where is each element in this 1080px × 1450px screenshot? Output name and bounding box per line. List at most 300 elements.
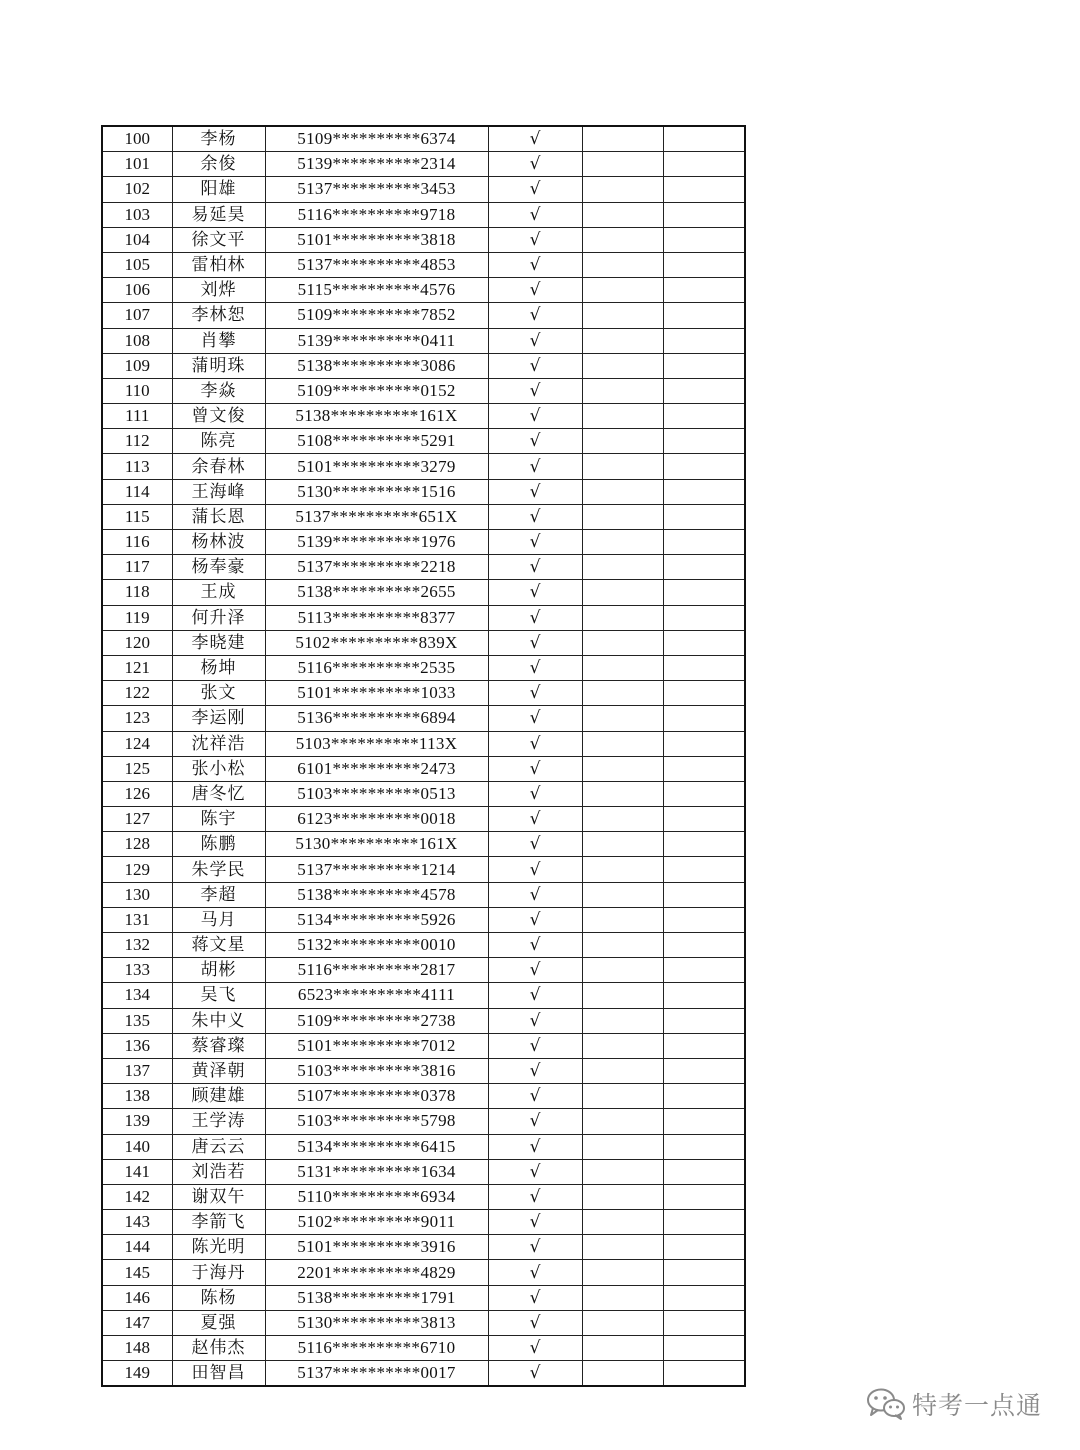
row-number: 101 (102, 152, 172, 177)
table-row (102, 227, 745, 252)
id-number: 5109**********2738 (265, 1008, 488, 1033)
empty-cell (663, 1033, 745, 1058)
id-number: 5137**********4853 (265, 252, 488, 277)
row-number: 100 (102, 126, 172, 152)
candidate-name: 李杨 (172, 126, 265, 152)
table-row (102, 429, 745, 454)
empty-cell (663, 378, 745, 403)
empty-cell (663, 907, 745, 932)
row-number: 108 (102, 328, 172, 353)
candidate-name: 于海丹 (172, 1260, 265, 1285)
row-number: 145 (102, 1260, 172, 1285)
candidate-name: 徐文平 (172, 227, 265, 252)
row-number: 141 (102, 1159, 172, 1184)
id-number: 5137**********651X (265, 504, 488, 529)
row-number: 115 (102, 504, 172, 529)
empty-cell (582, 807, 663, 832)
row-number: 119 (102, 605, 172, 630)
id-number: 5134**********5926 (265, 907, 488, 932)
row-number: 135 (102, 1008, 172, 1033)
candidate-name: 蒲长恩 (172, 504, 265, 529)
row-number: 107 (102, 303, 172, 328)
check-mark: √ (488, 177, 582, 202)
candidate-name: 张文 (172, 681, 265, 706)
table-row (102, 1336, 745, 1361)
empty-cell (663, 530, 745, 555)
check-mark: √ (488, 530, 582, 555)
empty-cell (663, 1336, 745, 1361)
candidate-name: 沈祥浩 (172, 731, 265, 756)
candidate-name: 李林恕 (172, 303, 265, 328)
row-number: 123 (102, 706, 172, 731)
table-row (102, 1033, 745, 1058)
table-row (102, 252, 745, 277)
id-number: 5116**********2817 (265, 958, 488, 983)
table-row (102, 202, 745, 227)
empty-cell (663, 655, 745, 680)
empty-cell (663, 630, 745, 655)
candidate-name: 余俊 (172, 152, 265, 177)
candidate-name: 陈亮 (172, 429, 265, 454)
empty-cell (582, 706, 663, 731)
table-row (102, 1235, 745, 1260)
id-number: 5138**********161X (265, 404, 488, 429)
check-mark: √ (488, 303, 582, 328)
check-mark: √ (488, 1134, 582, 1159)
check-mark: √ (488, 1235, 582, 1260)
row-number: 112 (102, 429, 172, 454)
empty-cell (663, 1361, 745, 1387)
candidate-name: 何升泽 (172, 605, 265, 630)
table-row (102, 479, 745, 504)
candidate-name: 王成 (172, 580, 265, 605)
check-mark: √ (488, 429, 582, 454)
row-number: 121 (102, 655, 172, 680)
candidate-name: 杨林波 (172, 530, 265, 555)
candidate-name: 顾建雄 (172, 1084, 265, 1109)
check-mark: √ (488, 278, 582, 303)
check-mark: √ (488, 555, 582, 580)
row-number: 120 (102, 630, 172, 655)
empty-cell (582, 731, 663, 756)
row-number: 126 (102, 781, 172, 806)
row-number: 139 (102, 1109, 172, 1134)
table-row (102, 580, 745, 605)
row-number: 133 (102, 958, 172, 983)
row-number: 130 (102, 882, 172, 907)
empty-cell (582, 857, 663, 882)
check-mark: √ (488, 756, 582, 781)
table-row (102, 731, 745, 756)
candidate-name: 易延昊 (172, 202, 265, 227)
candidate-name: 唐云云 (172, 1134, 265, 1159)
check-mark: √ (488, 504, 582, 529)
row-number: 104 (102, 227, 172, 252)
id-number: 5102**********839X (265, 630, 488, 655)
row-number: 143 (102, 1210, 172, 1235)
id-number: 5109**********0152 (265, 378, 488, 403)
empty-cell (663, 1285, 745, 1310)
id-number: 5103**********3816 (265, 1058, 488, 1083)
check-mark: √ (488, 781, 582, 806)
table-row (102, 857, 745, 882)
row-number: 149 (102, 1361, 172, 1387)
id-number: 5101**********7012 (265, 1033, 488, 1058)
id-number: 5110**********6934 (265, 1184, 488, 1209)
empty-cell (582, 605, 663, 630)
id-number: 5137**********0017 (265, 1361, 488, 1387)
empty-cell (663, 857, 745, 882)
id-number: 5139**********0411 (265, 328, 488, 353)
table-row (102, 605, 745, 630)
empty-cell (582, 1210, 663, 1235)
empty-cell (582, 1336, 663, 1361)
empty-cell (582, 933, 663, 958)
id-number: 6123**********0018 (265, 807, 488, 832)
row-number: 102 (102, 177, 172, 202)
check-mark: √ (488, 1260, 582, 1285)
candidate-name: 陈宇 (172, 807, 265, 832)
table-row (102, 126, 745, 152)
empty-cell (582, 278, 663, 303)
empty-cell (663, 706, 745, 731)
check-mark: √ (488, 1058, 582, 1083)
id-number: 5132**********0010 (265, 933, 488, 958)
row-number: 148 (102, 1336, 172, 1361)
check-mark: √ (488, 1285, 582, 1310)
check-mark: √ (488, 328, 582, 353)
row-number: 113 (102, 454, 172, 479)
empty-cell (663, 1235, 745, 1260)
candidate-name: 肖攀 (172, 328, 265, 353)
check-mark: √ (488, 378, 582, 403)
empty-cell (663, 1159, 745, 1184)
empty-cell (663, 177, 745, 202)
candidate-name: 杨奉豪 (172, 555, 265, 580)
id-number: 5131**********1634 (265, 1159, 488, 1184)
check-mark: √ (488, 731, 582, 756)
empty-cell (582, 1361, 663, 1387)
empty-cell (663, 353, 745, 378)
candidate-name: 胡彬 (172, 958, 265, 983)
empty-cell (663, 504, 745, 529)
empty-cell (582, 353, 663, 378)
row-number: 114 (102, 479, 172, 504)
row-number: 122 (102, 681, 172, 706)
table-row (102, 681, 745, 706)
empty-cell (582, 227, 663, 252)
row-number: 132 (102, 933, 172, 958)
id-number: 6523**********4111 (265, 983, 488, 1008)
row-number: 136 (102, 1033, 172, 1058)
empty-cell (582, 882, 663, 907)
table-row (102, 882, 745, 907)
candidate-name: 李焱 (172, 378, 265, 403)
check-mark: √ (488, 353, 582, 378)
table-row (102, 756, 745, 781)
id-number: 5101**********3279 (265, 454, 488, 479)
empty-cell (582, 378, 663, 403)
row-number: 131 (102, 907, 172, 932)
empty-cell (663, 958, 745, 983)
table-row (102, 706, 745, 731)
row-number: 118 (102, 580, 172, 605)
watermark-text: 特考一点通 (912, 1391, 1043, 1420)
table-row (102, 555, 745, 580)
id-number: 5116**********9718 (265, 202, 488, 227)
empty-cell (582, 479, 663, 504)
row-number: 110 (102, 378, 172, 403)
empty-cell (663, 1184, 745, 1209)
empty-cell (582, 328, 663, 353)
wechat-icon (866, 1387, 906, 1421)
row-number: 117 (102, 555, 172, 580)
id-number: 5130**********1516 (265, 479, 488, 504)
row-number: 129 (102, 857, 172, 882)
empty-cell (663, 328, 745, 353)
candidate-name: 谢双午 (172, 1184, 265, 1209)
empty-cell (582, 983, 663, 1008)
candidate-name: 赵伟杰 (172, 1336, 265, 1361)
check-mark: √ (488, 1008, 582, 1033)
row-number: 134 (102, 983, 172, 1008)
table-row (102, 404, 745, 429)
id-number: 5108**********5291 (265, 429, 488, 454)
table-row (102, 278, 745, 303)
id-number: 5138**********3086 (265, 353, 488, 378)
empty-cell (663, 933, 745, 958)
check-mark: √ (488, 983, 582, 1008)
empty-cell (663, 278, 745, 303)
empty-cell (663, 1109, 745, 1134)
empty-cell (582, 202, 663, 227)
candidate-name: 蒋文星 (172, 933, 265, 958)
table-row (102, 1058, 745, 1083)
candidate-name: 余春林 (172, 454, 265, 479)
check-mark: √ (488, 1361, 582, 1387)
empty-cell (582, 530, 663, 555)
id-number: 5101**********3916 (265, 1235, 488, 1260)
candidate-name: 张小松 (172, 756, 265, 781)
empty-cell (582, 580, 663, 605)
check-mark: √ (488, 882, 582, 907)
empty-cell (582, 126, 663, 152)
check-mark: √ (488, 605, 582, 630)
check-mark: √ (488, 630, 582, 655)
check-mark: √ (488, 404, 582, 429)
table-row (102, 1109, 745, 1134)
row-number: 128 (102, 832, 172, 857)
check-mark: √ (488, 454, 582, 479)
empty-cell (663, 1008, 745, 1033)
table-row (102, 328, 745, 353)
empty-cell (663, 983, 745, 1008)
empty-cell (582, 1260, 663, 1285)
check-mark: √ (488, 832, 582, 857)
id-number: 5139**********1976 (265, 530, 488, 555)
empty-cell (582, 429, 663, 454)
empty-cell (582, 756, 663, 781)
candidate-name: 吴飞 (172, 983, 265, 1008)
id-number: 5109**********7852 (265, 303, 488, 328)
candidate-name: 刘浩若 (172, 1159, 265, 1184)
empty-cell (663, 404, 745, 429)
check-mark: √ (488, 202, 582, 227)
empty-cell (663, 1210, 745, 1235)
candidate-name: 唐冬忆 (172, 781, 265, 806)
check-mark: √ (488, 1336, 582, 1361)
id-number: 5107**********0378 (265, 1084, 488, 1109)
empty-cell (582, 1310, 663, 1335)
candidate-name: 朱中义 (172, 1008, 265, 1033)
row-number: 140 (102, 1134, 172, 1159)
candidate-name: 王海峰 (172, 479, 265, 504)
row-number: 105 (102, 252, 172, 277)
empty-cell (582, 958, 663, 983)
table-row (102, 1134, 745, 1159)
empty-cell (582, 1008, 663, 1033)
table-row (102, 781, 745, 806)
candidate-name: 马月 (172, 907, 265, 932)
candidate-name: 杨坤 (172, 655, 265, 680)
table-row (102, 907, 745, 932)
table-row (102, 1310, 745, 1335)
empty-cell (663, 731, 745, 756)
empty-cell (663, 227, 745, 252)
id-number: 5109**********6374 (265, 126, 488, 152)
empty-cell (663, 202, 745, 227)
empty-cell (582, 832, 663, 857)
table-row (102, 630, 745, 655)
empty-cell (663, 252, 745, 277)
row-number: 111 (102, 404, 172, 429)
row-number: 103 (102, 202, 172, 227)
empty-cell (663, 882, 745, 907)
row-number: 109 (102, 353, 172, 378)
empty-cell (582, 1109, 663, 1134)
candidate-table (101, 125, 746, 1387)
table-row (102, 1008, 745, 1033)
candidate-name: 王学涛 (172, 1109, 265, 1134)
id-number: 5130**********161X (265, 832, 488, 857)
id-number: 5103**********5798 (265, 1109, 488, 1134)
empty-cell (582, 504, 663, 529)
check-mark: √ (488, 1033, 582, 1058)
candidate-name: 黄泽朝 (172, 1058, 265, 1083)
table-row (102, 1285, 745, 1310)
id-number: 5138**********2655 (265, 580, 488, 605)
empty-cell (582, 1084, 663, 1109)
table-row (102, 177, 745, 202)
id-number: 5103**********0513 (265, 781, 488, 806)
check-mark: √ (488, 479, 582, 504)
empty-cell (663, 807, 745, 832)
table-row (102, 1084, 745, 1109)
candidate-name: 李运刚 (172, 706, 265, 731)
empty-cell (663, 681, 745, 706)
empty-cell (663, 1084, 745, 1109)
empty-cell (663, 303, 745, 328)
candidate-name: 李晓建 (172, 630, 265, 655)
candidate-name: 蒲明珠 (172, 353, 265, 378)
candidate-name: 雷柏林 (172, 252, 265, 277)
check-mark: √ (488, 227, 582, 252)
id-number: 2201**********4829 (265, 1260, 488, 1285)
id-number: 5137**********1214 (265, 857, 488, 882)
id-number: 5130**********3813 (265, 1310, 488, 1335)
id-number: 6101**********2473 (265, 756, 488, 781)
check-mark: √ (488, 807, 582, 832)
check-mark: √ (488, 857, 582, 882)
check-mark: √ (488, 706, 582, 731)
empty-cell (582, 781, 663, 806)
table-row (102, 152, 745, 177)
empty-cell (663, 605, 745, 630)
candidate-name: 陈杨 (172, 1285, 265, 1310)
candidate-name: 朱学民 (172, 857, 265, 882)
empty-cell (663, 580, 745, 605)
empty-cell (582, 681, 663, 706)
check-mark: √ (488, 1159, 582, 1184)
row-number: 137 (102, 1058, 172, 1083)
id-number: 5134**********6415 (265, 1134, 488, 1159)
table-row (102, 983, 745, 1008)
empty-cell (663, 454, 745, 479)
id-number: 5102**********9011 (265, 1210, 488, 1235)
empty-cell (582, 1033, 663, 1058)
table-row (102, 504, 745, 529)
empty-cell (582, 655, 663, 680)
id-number: 5137**********2218 (265, 555, 488, 580)
empty-cell (582, 152, 663, 177)
empty-cell (582, 303, 663, 328)
empty-cell (582, 177, 663, 202)
candidate-name: 田智昌 (172, 1361, 265, 1387)
table-row (102, 378, 745, 403)
check-mark: √ (488, 1184, 582, 1209)
empty-cell (582, 1058, 663, 1083)
table-row (102, 807, 745, 832)
table-row (102, 933, 745, 958)
empty-cell (663, 1260, 745, 1285)
candidate-table-body (102, 126, 745, 1386)
empty-cell (663, 756, 745, 781)
id-number: 5113**********8377 (265, 605, 488, 630)
watermark (866, 1384, 1042, 1424)
empty-cell (582, 1235, 663, 1260)
empty-cell (582, 252, 663, 277)
table-row (102, 1361, 745, 1387)
empty-cell (663, 1310, 745, 1335)
empty-cell (663, 429, 745, 454)
candidate-name: 曾文俊 (172, 404, 265, 429)
check-mark: √ (488, 1210, 582, 1235)
empty-cell (663, 1134, 745, 1159)
table-row (102, 1159, 745, 1184)
table-row (102, 1210, 745, 1235)
check-mark: √ (488, 580, 582, 605)
empty-cell (582, 555, 663, 580)
check-mark: √ (488, 126, 582, 152)
check-mark: √ (488, 681, 582, 706)
row-number: 146 (102, 1285, 172, 1310)
table-row (102, 832, 745, 857)
table-row (102, 655, 745, 680)
table-row (102, 303, 745, 328)
empty-cell (663, 1058, 745, 1083)
row-number: 124 (102, 731, 172, 756)
candidate-name: 李箭飞 (172, 1210, 265, 1235)
